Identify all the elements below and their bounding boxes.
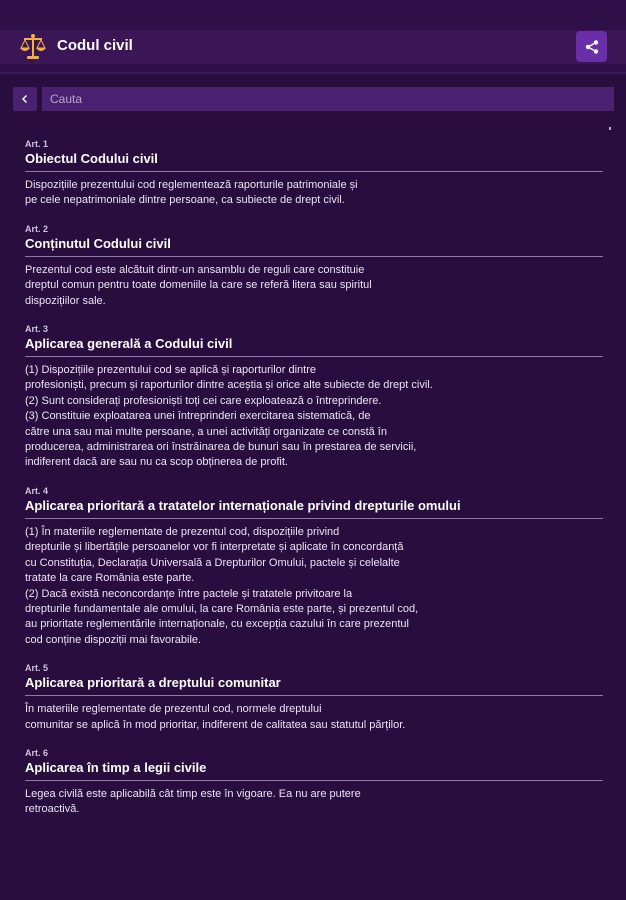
article-body: Prezentul cod este alcătuit dintr-un ansamblu de reguli care constituie dreptul comun pentru toate domeniile la care se referă litera sau spiritul dispozițiilor sale. xyxy=(25,263,372,307)
share-icon xyxy=(584,39,600,55)
article-body: (1) În materiile reglementate de prezentul cod, dispozițiile privind drepturile și libertățile persoanelor vor fi interpretate și aplicate în concordanță cu Constituția, Declarația Universală a Drepturilor Omului, pactele și celelalte tratate la care România este parte. (2) Dacă există neconcordanțe între pactele și tratatele privitoare la drepturile fundamentale ale omului, la care România este parte, și prezentul cod, au prioritate reglementările internaționale, cu excepția cazului în care prezentul cod conține dispoziții mai favorabile. xyxy=(25,525,419,646)
article-number: Art. 6 xyxy=(25,747,49,758)
article-number: Art. 3 xyxy=(25,324,49,335)
article-title: Obiectul Codului civil xyxy=(25,151,603,172)
article-item xyxy=(25,662,603,733)
article-item xyxy=(25,747,603,818)
chevron-left-icon xyxy=(20,94,30,104)
article-body: (1) Dispozițiile prezentului cod se aplică și raporturilor dintre profesioniști, precum și raporturilor dintre aceștia și orice alte subiecte de drept civil. (2) Sunt considerați profesioniști toți cei care exploatează o întreprindere. (3) Constituie exploatarea unei întreprinderi exercitarea sistematică, de către una sau mai multe persoane, a unei activități organizate ce constă în producerea, administrarea ori înstrăinarea de bunuri sau în prestarea de servicii, indiferent dacă are sau nu ca scop obținerea de profit. xyxy=(25,364,433,469)
article-number: Art. 2 xyxy=(25,223,49,234)
article-title: Aplicarea prioritară a dreptului comunitar xyxy=(25,675,603,696)
app-title: Codul civil xyxy=(57,37,133,54)
top-app-bar xyxy=(0,0,626,74)
article-number: Art. 4 xyxy=(25,485,49,496)
scales-icon xyxy=(18,33,48,61)
article-body: Dispozițiile prezentului cod reglementează raporturile patrimoniale și pe cele nepatrimoniale dintre persoane, ca subiecte de drept civil. xyxy=(25,179,358,207)
article-body: Legea civilă este aplicabilă cât timp este în vigoare. Ea nu are putere retroactivă. xyxy=(25,787,361,816)
article-number: Art. 1 xyxy=(25,139,49,149)
article-title: Aplicarea în timp a legii civile xyxy=(25,760,603,781)
article-title: Aplicarea prioritară a tratatelor internaționale privind drepturile omului xyxy=(25,498,603,519)
toolbar xyxy=(0,30,626,64)
article-item xyxy=(25,223,603,309)
article-item xyxy=(25,323,603,471)
search-input[interactable] xyxy=(42,87,614,111)
article-title: Aplicarea generală a Codului civil xyxy=(25,336,603,357)
article-item xyxy=(25,485,603,648)
article-item xyxy=(25,138,603,209)
back-button[interactable] xyxy=(13,87,37,111)
article-title: Conținutul Codului civil xyxy=(25,236,603,257)
article-body: În materiile reglementate de prezentul cod, normele dreptului comunitar se aplică în mod prioritar, indiferent de calitatea sau statutul părților. xyxy=(25,703,406,731)
article-number: Art. 5 xyxy=(25,663,49,674)
search-bar xyxy=(13,87,614,111)
article-list xyxy=(25,138,603,832)
header-divider xyxy=(0,72,626,74)
share-button[interactable] xyxy=(576,31,607,62)
scrollbar[interactable] xyxy=(609,127,611,130)
